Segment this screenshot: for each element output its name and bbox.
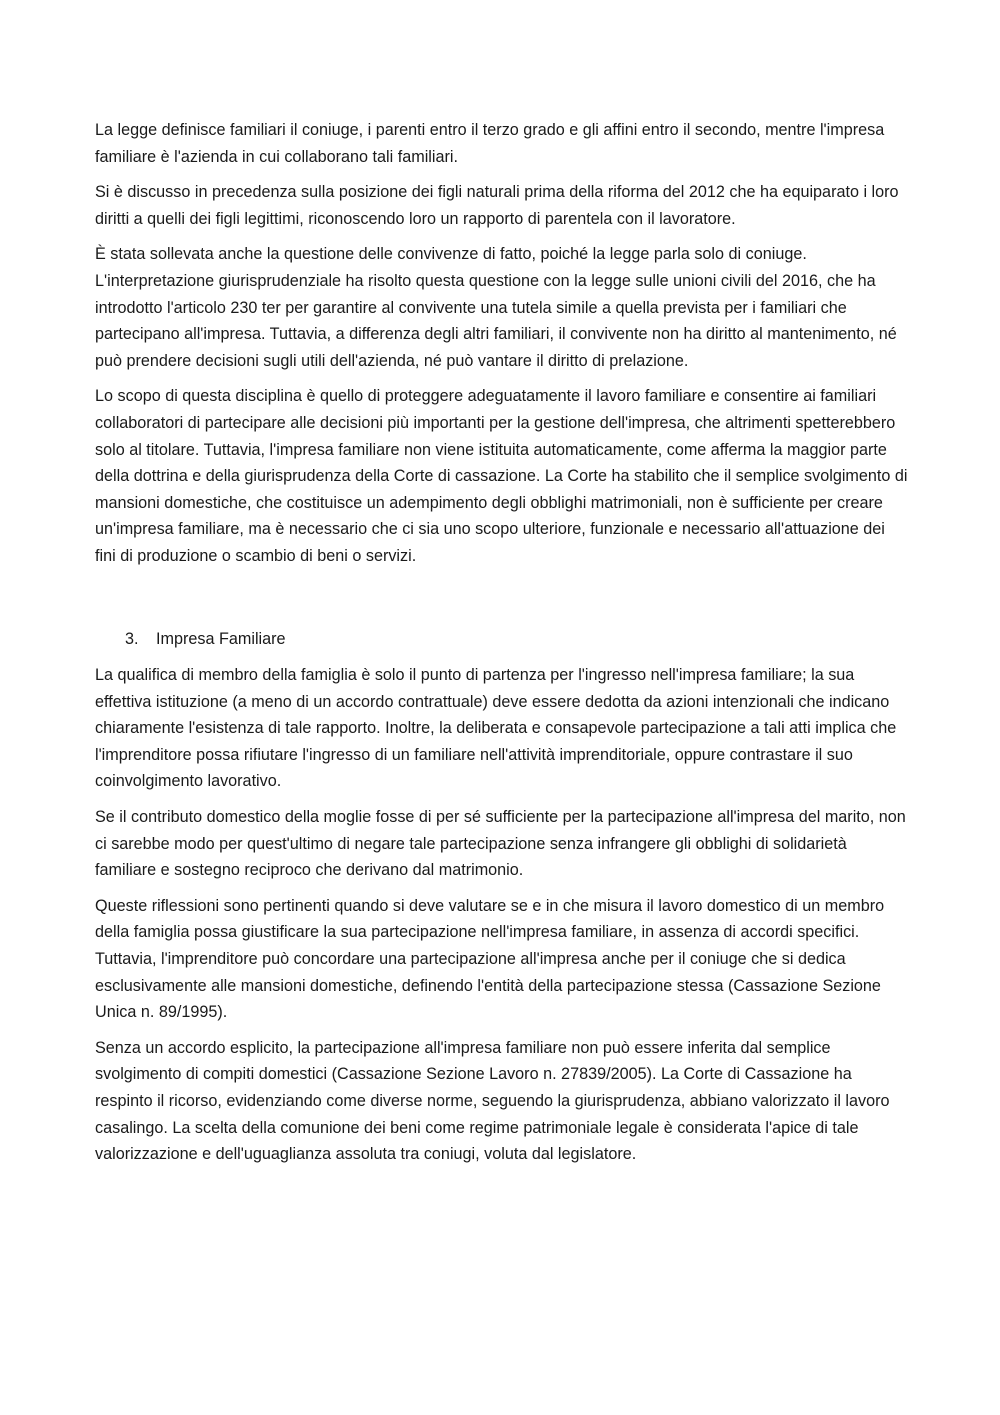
section-title: Impresa Familiare	[156, 629, 286, 648]
paragraph-scopo-disciplina: Lo scopo di questa disciplina è quello di proteggere adeguatamente il lavoro familiare e consentire ai familiari collaboratori di partecipare alle decisioni più importanti per la gestione dell'impresa, che altrimenti spetterebbero solo al titolare. Tuttavia, l'impresa familiare non viene istituita automaticamente, come afferma la maggior parte della dottrina e della giurisprudenza della Corte di cassazione. La Corte ha stabilito che il semplice svolgimento di mansioni domestiche, che costituisce un adempimento degli obblighi matrimoniali, non è sufficiente per creare un'impresa familiare, ma è necessario che ci sia uno scopo ulteriore, funzionale e necessario all'attuazione dei fini di produzione o scambio di beni o servizi.	[95, 387, 908, 565]
section-number: 3.	[125, 629, 139, 648]
section-heading	[95, 626, 910, 653]
paragraph-contributo-domestico: Se il contributo domestico della moglie fosse di per sé sufficiente per la partecipazione all'impresa del marito, non ci sarebbe modo per quest'ultimo di negare tale partecipazione senza infrangere gli obblighi di solidarietà familiare e sostegno reciproco che derivano dal matrimonio.	[95, 808, 906, 880]
paragraph-accordo-esplicito: Senza un accordo esplicito, la partecipazione all'impresa familiare non può essere inferita dal semplice svolgimento di compiti domestici (Cassazione Sezione Lavoro n. 27839/2005). La Corte di Cassazione ha respinto il ricorso, evidenziando come diverse norme, seguendo la giurisprudenza, abbiano valorizzato il lavoro casalingo. La scelta della comunione dei beni come regime patrimoniale legale è considerata l'apice di tale valorizzazione e dell'uguaglianza assoluta tra coniugi, voluta dal legislatore.	[95, 1038, 890, 1164]
document-page	[95, 117, 910, 1177]
paragraph-qualifica-membro: La qualifica di membro della famiglia è solo il punto di partenza per l'ingresso nell'impresa familiare; la sua effettiva istituzione (a meno di un accordo contrattuale) deve essere dedotta da azioni intenzionali che indicano chiaramente l'esistenza di tale rapporto. Inoltre, la deliberata e consapevole partecipazione a tali atti implica che l'imprenditore possa rifiutare l'ingresso di un familiare nell'attività imprenditoriale, oppure contrastare il suo coinvolgimento lavorativo.	[95, 666, 897, 791]
paragraph-figli-naturali: Si è discusso in precedenza sulla posizione dei figli naturali prima della riforma del 2012 che ha equiparato i loro diritti a quelli dei figli legittimi, riconoscendo loro un rapporto di parentela con il lavoratore.	[95, 183, 899, 228]
paragraph-convivenze: È stata sollevata anche la questione delle convivenze di fatto, poiché la legge parla solo di coniuge. L'interpretazione giurisprudenziale ha risolto questa questione con la legge sulle unioni civili del 2016, che ha introdotto l'articolo 230 ter per garantire al convivente una tutela simile a quella prevista per i familiari che partecipano all'impresa. Tuttavia, a differenza degli altri familiari, il convivente non ha diritto al mantenimento, né può prendere decisioni sugli utili dell'azienda, né può vantare il diritto di prelazione.	[95, 245, 897, 370]
paragraph-riflessioni: Queste riflessioni sono pertinenti quando si deve valutare se e in che misura il lavoro domestico di un membro della famiglia possa giustificare la sua partecipazione nell'impresa familiare, in assenza di accordi specifici. Tuttavia, l'imprenditore può concordare una partecipazione all'impresa anche per il coniuge che si dedica esclusivamente alle mansioni domestiche, definendo l'entità della partecipazione stessa (Cassazione Sezione Unica n. 89/1995).	[95, 896, 885, 1022]
paragraph-familiari-definition: La legge definisce familiari il coniuge, i parenti entro il terzo grado e gli affini entro il secondo, mentre l'impresa familiare è l'azienda in cui collaborano tali familiari.	[95, 121, 885, 166]
